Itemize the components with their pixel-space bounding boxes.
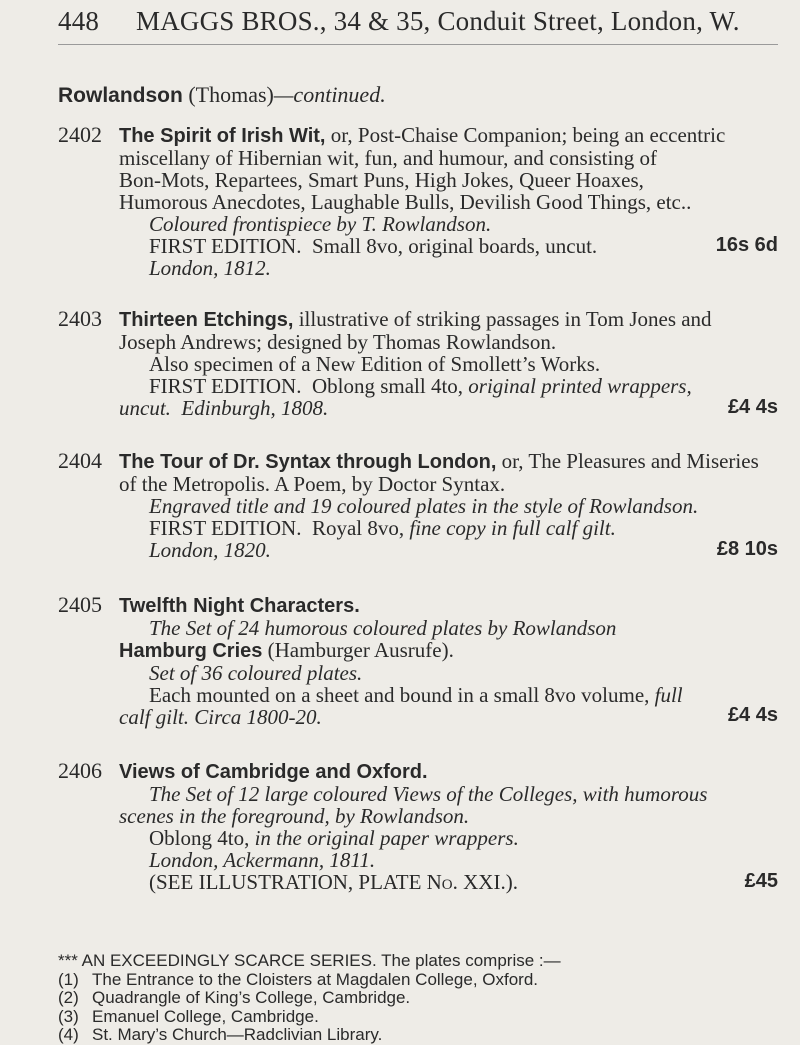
edition-label: FIRST EDITION.: [149, 234, 302, 258]
lot-2405: [58, 594, 778, 728]
lot-2404: [58, 450, 778, 561]
lot-text: Set of 36 coloured plates.: [149, 661, 363, 685]
lot-price: 16s 6d: [715, 234, 778, 256]
binding: in the original paper wrappers.: [254, 826, 519, 850]
lot-title: Twelfth Night Characters.: [119, 595, 360, 617]
lot-illustration-note: Coloured frontispiece by T. Rowlandson.: [149, 212, 492, 236]
lot-2403: [58, 308, 778, 419]
lot-text: The Set of 24 humorous coloured plates by Rowlandson: [149, 616, 617, 640]
lot-number: 2402: [58, 122, 102, 147]
lot-subtitle: Hamburg Cries: [119, 640, 263, 662]
item-text: St. Mary’s Church—Radclivian Library.: [92, 1025, 383, 1044]
imprint: Edinburgh, 1808.: [181, 396, 329, 420]
lot-number: 2406: [58, 758, 102, 783]
lot-2402: [58, 124, 778, 279]
item-text: The Entrance to the Cloisters at Magdalen College, Oxford.: [92, 969, 539, 989]
author-name: Rowlandson: [58, 84, 183, 107]
list-item: [58, 1026, 778, 1045]
lot-2406: [58, 760, 778, 893]
lot-text: or, The Pleasures and Miseries: [501, 449, 759, 473]
list-item: [58, 989, 778, 1008]
lot-number: 2404: [58, 448, 102, 473]
item-text: Quadrangle of King’s College, Cambridge.: [92, 988, 411, 1007]
lot-text: (Hamburger Ausrufe).: [267, 638, 454, 662]
imprint: calf gilt. Circa 1800-20.: [119, 705, 322, 729]
plates-heading: *** AN EXCEEDINGLY SCARCE SERIES. The plates comprise :—: [58, 951, 561, 970]
lot-price: £4 4s: [727, 704, 778, 726]
section-heading: [58, 82, 386, 108]
binding: full: [654, 683, 683, 707]
item-number: (2): [58, 988, 79, 1007]
imprint: London, 1820.: [149, 538, 271, 562]
publisher-line: MAGGS BROS., 34 & 35, Conduit Street, London, W.: [136, 6, 740, 36]
page-header: [58, 6, 778, 37]
imprint: London, 1812.: [149, 256, 271, 280]
lot-text: of the Metropolis. A Poem, by Doctor Syntax.: [119, 472, 506, 496]
format: Oblong 4to,: [149, 826, 250, 850]
plates-list: [58, 952, 778, 1045]
item-number: (4): [58, 1025, 79, 1044]
item-number: (1): [58, 969, 79, 989]
lot-text: illustrative of striking passages in Tom Jones and: [298, 307, 712, 331]
lot-text: or, Post-Chaise Companion; being an eccentric: [330, 123, 726, 147]
lot-price: £45: [744, 870, 778, 892]
lot-text: Also specimen of a New Edition of Smollett’s Works.: [149, 352, 601, 376]
binding: fine copy in full calf gilt.: [409, 516, 616, 540]
format: Oblong small 4to,: [311, 374, 464, 398]
condition: uncut.: [119, 396, 171, 420]
edition-label: FIRST EDITION.: [149, 516, 302, 540]
lot-illustration-note: Engraved title and 19 coloured plates in the style of Rowlandson.: [149, 494, 699, 518]
lot-number: 2405: [58, 592, 102, 617]
format: Royal 8vo,: [311, 516, 405, 540]
header-rule: [58, 44, 778, 45]
lot-price: £4 4s: [727, 396, 778, 418]
continued-label: —continued.: [273, 82, 386, 107]
item-text: Emanuel College, Cambridge.: [92, 1006, 319, 1026]
imprint: London, Ackermann, 1811.: [149, 848, 376, 872]
illustration-reference: (SEE ILLUSTRATION, PLATE No. XXI.).: [149, 870, 518, 894]
lot-title: Views of Cambridge and Oxford.: [119, 761, 428, 783]
lot-title: Thirteen Etchings,: [119, 309, 294, 331]
author-forename: (Thomas): [188, 82, 274, 107]
edition-label: FIRST EDITION.: [149, 374, 302, 398]
lot-text: scenes in the foreground, by Rowlandson.: [119, 804, 470, 828]
list-item: [58, 971, 778, 990]
item-number: (3): [58, 1006, 79, 1026]
lot-text: Joseph Andrews; designed by Thomas Rowlandson.: [119, 330, 557, 354]
format: Small 8vo, original boards, uncut.: [311, 234, 598, 258]
lot-text: The Set of 12 large coloured Views of the Colleges, with humorous: [149, 782, 708, 806]
lot-title: The Tour of Dr. Syntax through London,: [119, 451, 497, 473]
lot-title: The Spirit of Irish Wit,: [119, 125, 326, 147]
lot-number: 2403: [58, 306, 102, 331]
lot-text: miscellany of Hibernian wit, fun, and humour, and consisting of: [119, 146, 658, 170]
binding: original printed wrappers,: [468, 374, 692, 398]
lot-text: Bon-Mots, Repartees, Smart Puns, High Jokes, Queer Hoaxes,: [119, 168, 644, 192]
lot-text: Humorous Anecdotes, Laughable Bulls, Devilish Good Things, etc..: [119, 190, 692, 214]
page-number: 448: [58, 6, 100, 36]
lot-price: £8 10s: [716, 538, 778, 560]
binding-note: Each mounted on a sheet and bound in a small 8vo volume,: [149, 683, 650, 707]
list-item: [58, 1008, 778, 1027]
